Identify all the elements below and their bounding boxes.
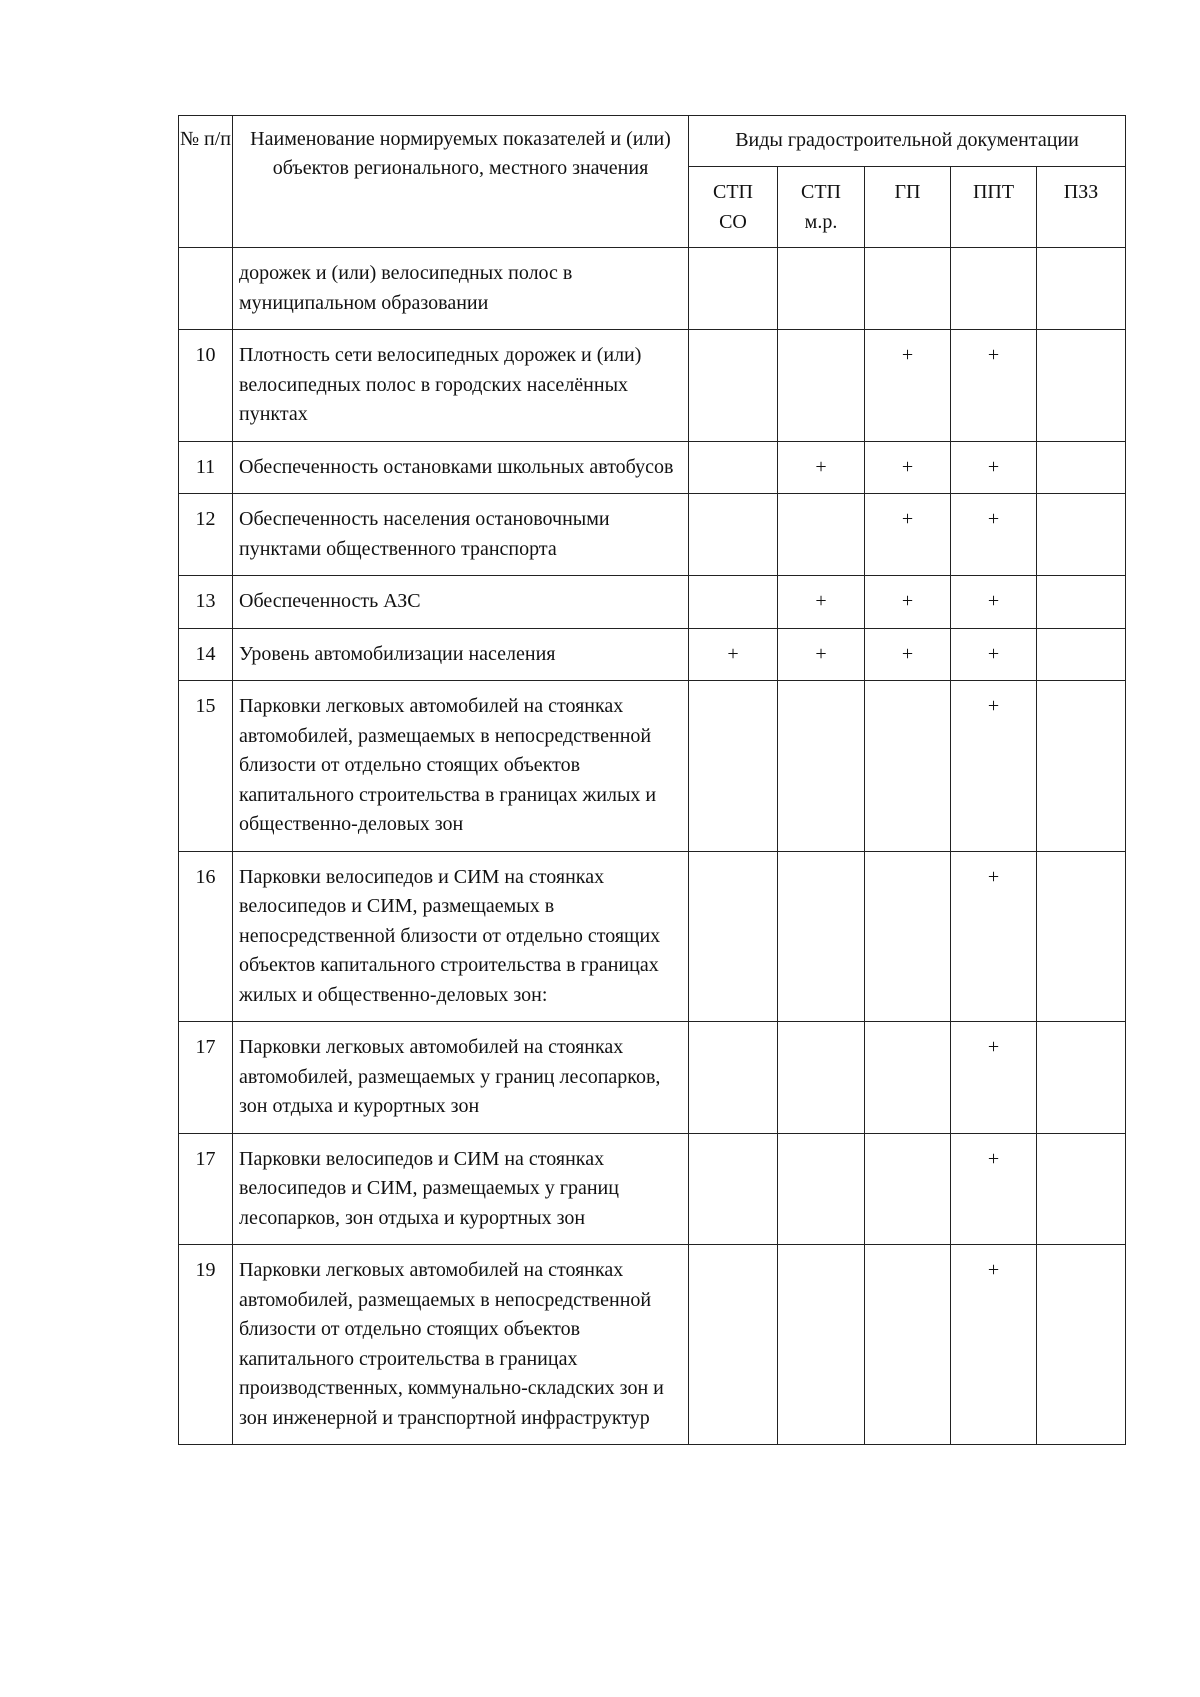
mark-gp: +: [865, 628, 951, 681]
mark-ppt: +: [951, 576, 1037, 629]
row-name: Обеспеченность остановками школьных автобусов: [233, 441, 689, 494]
mark-gp: [865, 1133, 951, 1245]
mark-stp-mr: [778, 851, 865, 1022]
table-row: [179, 248, 1126, 330]
mark-ppt: [951, 248, 1037, 330]
table-row: [179, 628, 1126, 681]
mark-stp-mr: [778, 1133, 865, 1245]
mark-gp: [865, 681, 951, 852]
mark-stp-mr: +: [778, 628, 865, 681]
mark-stp-mr: [778, 330, 865, 442]
mark-pzz: [1037, 1133, 1126, 1245]
table-row: [179, 330, 1126, 442]
mark-stp-so: [689, 1022, 778, 1134]
table-row: [179, 576, 1126, 629]
row-num: 17: [179, 1022, 233, 1134]
header-name: Наименование нормируемых показателей и (или) объектов регионального, местного значения: [233, 116, 689, 248]
mark-stp-so: [689, 576, 778, 629]
mark-stp-so: [689, 441, 778, 494]
mark-stp-so: [689, 494, 778, 576]
mark-stp-mr: [778, 1022, 865, 1134]
mark-ppt: +: [951, 681, 1037, 852]
mark-stp-mr: +: [778, 576, 865, 629]
row-num: 19: [179, 1245, 233, 1445]
mark-pzz: [1037, 248, 1126, 330]
row-num: 13: [179, 576, 233, 629]
row-name: Парковки легковых автомобилей на стоянках автомобилей, размещаемых в непосредственной близости от отдельно стоящих объектов капитального строительства в границах жилых и общественно-деловых зон: [233, 681, 689, 852]
mark-stp-so: +: [689, 628, 778, 681]
mark-stp-so: [689, 1133, 778, 1245]
mark-pzz: [1037, 576, 1126, 629]
header-col-ppt: ППТ: [951, 167, 1037, 248]
row-num: 14: [179, 628, 233, 681]
mark-stp-so: [689, 681, 778, 852]
mark-stp-mr: [778, 1245, 865, 1445]
mark-ppt: +: [951, 1022, 1037, 1134]
mark-ppt: +: [951, 441, 1037, 494]
row-name: Парковки велосипедов и СИМ на стоянках велосипедов и СИМ, размещаемых в непосредственной близости от отдельно стоящих объектов капитального строительства в границах жилых и общественно-деловых зон:: [233, 851, 689, 1022]
mark-gp: [865, 851, 951, 1022]
row-name: Уровень автомобилизации населения: [233, 628, 689, 681]
row-name: дорожек и (или) велосипедных полос в муниципальном образовании: [233, 248, 689, 330]
mark-pzz: [1037, 681, 1126, 852]
table-row: [179, 1022, 1126, 1134]
header-doc-types: Виды градостроительной документации: [689, 116, 1126, 167]
mark-stp-so: [689, 330, 778, 442]
mark-stp-so: [689, 851, 778, 1022]
mark-ppt: +: [951, 494, 1037, 576]
mark-ppt: +: [951, 1245, 1037, 1445]
row-num: 16: [179, 851, 233, 1022]
table-row: [179, 851, 1126, 1022]
header-col-stp-mr: СТП м.р.: [778, 167, 865, 248]
mark-gp: +: [865, 441, 951, 494]
row-num: 11: [179, 441, 233, 494]
mark-gp: +: [865, 330, 951, 442]
table-row: [179, 681, 1126, 852]
table-row: [179, 494, 1126, 576]
mark-pzz: [1037, 441, 1126, 494]
row-name: Плотность сети велосипедных дорожек и (или) велосипедных полос в городских населённых пунктах: [233, 330, 689, 442]
mark-pzz: [1037, 1022, 1126, 1134]
mark-ppt: +: [951, 851, 1037, 1022]
table-row: [179, 1245, 1126, 1445]
mark-ppt: +: [951, 330, 1037, 442]
row-name: Парковки легковых автомобилей на стоянках автомобилей, размещаемых у границ лесопарков, зон отдыха и курортных зон: [233, 1022, 689, 1134]
row-name: Парковки велосипедов и СИМ на стоянках велосипедов и СИМ, размещаемых у границ лесопарков, зон отдыха и курортных зон: [233, 1133, 689, 1245]
row-num: [179, 248, 233, 330]
mark-stp-mr: [778, 248, 865, 330]
mark-pzz: [1037, 494, 1126, 576]
mark-gp: [865, 248, 951, 330]
mark-stp-so: [689, 248, 778, 330]
mark-gp: [865, 1245, 951, 1445]
row-name: Обеспеченность населения остановочными пунктами общественного транспорта: [233, 494, 689, 576]
header-num: № п/п: [179, 116, 233, 248]
mark-gp: +: [865, 494, 951, 576]
mark-stp-mr: [778, 494, 865, 576]
mark-pzz: [1037, 330, 1126, 442]
document-table: [178, 115, 1126, 1445]
table-row: [179, 1133, 1126, 1245]
header-col-pzz: ПЗЗ: [1037, 167, 1126, 248]
mark-stp-mr: [778, 681, 865, 852]
mark-gp: [865, 1022, 951, 1134]
row-num: 10: [179, 330, 233, 442]
header-col-stp-so: СТП СО: [689, 167, 778, 248]
row-num: 15: [179, 681, 233, 852]
row-name: Парковки легковых автомобилей на стоянках автомобилей, размещаемых в непосредственной близости от отдельно стоящих объектов капитального строительства в границах производственных, коммунально-складских зон и зон инженерной и транспортной инфраструктур: [233, 1245, 689, 1445]
row-name: Обеспеченность АЗС: [233, 576, 689, 629]
row-num: 12: [179, 494, 233, 576]
row-num: 17: [179, 1133, 233, 1245]
mark-stp-mr: +: [778, 441, 865, 494]
mark-stp-so: [689, 1245, 778, 1445]
header-col-gp: ГП: [865, 167, 951, 248]
mark-ppt: +: [951, 1133, 1037, 1245]
mark-pzz: [1037, 628, 1126, 681]
table-row: [179, 441, 1126, 494]
mark-ppt: +: [951, 628, 1037, 681]
mark-gp: +: [865, 576, 951, 629]
mark-pzz: [1037, 1245, 1126, 1445]
mark-pzz: [1037, 851, 1126, 1022]
